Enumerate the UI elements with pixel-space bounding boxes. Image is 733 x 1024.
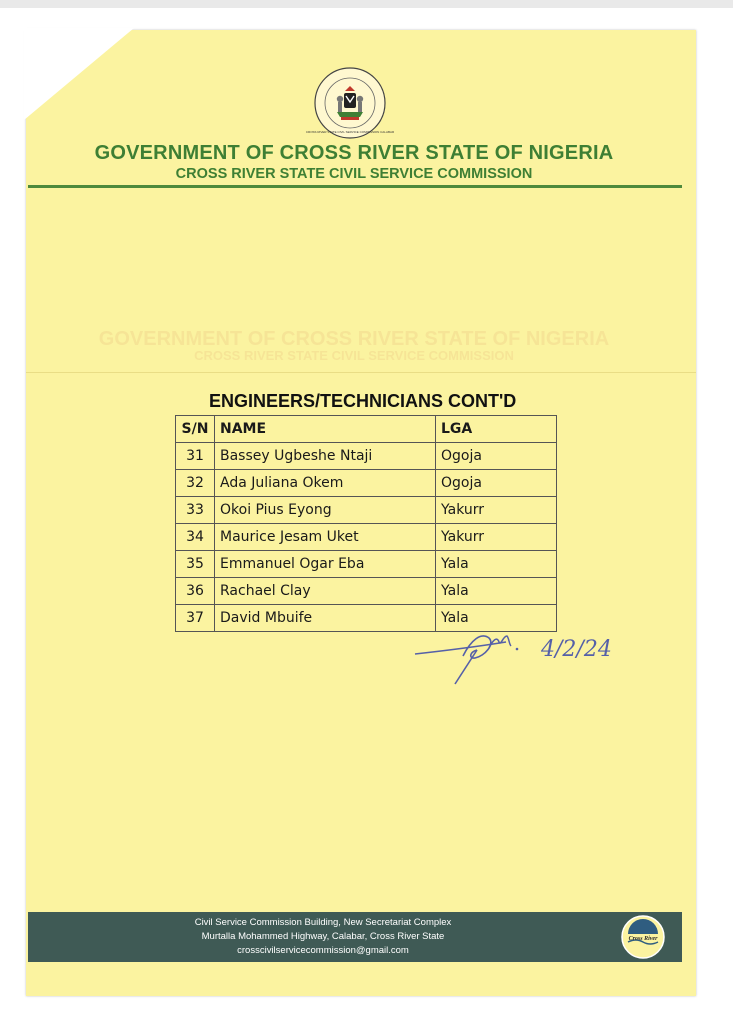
row-sn: 36	[176, 578, 215, 605]
footer-address-line-1: Civil Service Commission Building, New Secretariat Complex	[194, 917, 452, 928]
table-row	[176, 443, 557, 470]
cross-river-logo-icon	[620, 914, 666, 960]
table-header-row	[176, 416, 557, 443]
row-sn: 32	[176, 470, 215, 497]
folded-corner	[24, 28, 134, 120]
table-row	[176, 578, 557, 605]
footer-email: crosscivilservicecommission@gmail.com	[237, 945, 409, 956]
row-name: Bassey Ugbeshe Ntaji	[215, 443, 436, 470]
staff-table	[175, 415, 557, 632]
header-name: NAME	[215, 416, 436, 443]
commission-subtitle: CROSS RIVER STATE CIVIL SERVICE COMMISSION	[175, 166, 533, 182]
paper-fold-line	[26, 372, 696, 373]
row-lga: Yala	[436, 551, 557, 578]
row-sn: 34	[176, 524, 215, 551]
row-lga: Yala	[436, 605, 557, 632]
footer-address-line-2: Murtalla Mohammed Highway, Calabar, Cross River State	[201, 931, 445, 942]
table-row	[176, 551, 557, 578]
row-sn: 33	[176, 497, 215, 524]
show-through-title: GOVERNMENT OF CROSS RIVER STATE OF NIGERIA	[98, 328, 610, 350]
row-lga: Ogoja	[436, 443, 557, 470]
government-title: GOVERNMENT OF CROSS RIVER STATE OF NIGERIA	[94, 142, 614, 164]
scan-background	[0, 0, 733, 8]
row-name: Emmanuel Ogar Eba	[215, 551, 436, 578]
row-name: Okoi Pius Eyong	[215, 497, 436, 524]
row-lga: Yala	[436, 578, 557, 605]
handwritten-signature	[411, 622, 631, 692]
row-lga: Yakurr	[436, 497, 557, 524]
section-title: ENGINEERS/TECHNICIANS CONT'D	[209, 391, 517, 411]
letter-page	[26, 30, 696, 996]
row-sn: 35	[176, 551, 215, 578]
coat-of-arms-seal-icon	[305, 66, 395, 140]
row-name: Ada Juliana Okem	[215, 470, 436, 497]
row-name: Maurice Jesam Uket	[215, 524, 436, 551]
header-divider	[28, 185, 682, 188]
table-row	[176, 470, 557, 497]
row-name: David Mbuife	[215, 605, 436, 632]
header-lga: LGA	[436, 416, 557, 443]
row-sn: 31	[176, 443, 215, 470]
row-lga: Ogoja	[436, 470, 557, 497]
row-name: Rachael Clay	[215, 578, 436, 605]
row-lga: Yakurr	[436, 524, 557, 551]
signature-date: 4/2/24	[541, 637, 612, 662]
logo-text: Cross River	[628, 936, 658, 942]
table-row	[176, 497, 557, 524]
table-row	[176, 524, 557, 551]
footer-band	[28, 912, 682, 962]
seal-text: CROSS RIVER STATE CIVIL SERVICE COMMISSION CALABAR	[305, 130, 395, 134]
show-through-subtitle: CROSS RIVER STATE CIVIL SERVICE COMMISSION	[194, 348, 514, 363]
header-sn: S/N	[176, 416, 215, 443]
row-sn: 37	[176, 605, 215, 632]
